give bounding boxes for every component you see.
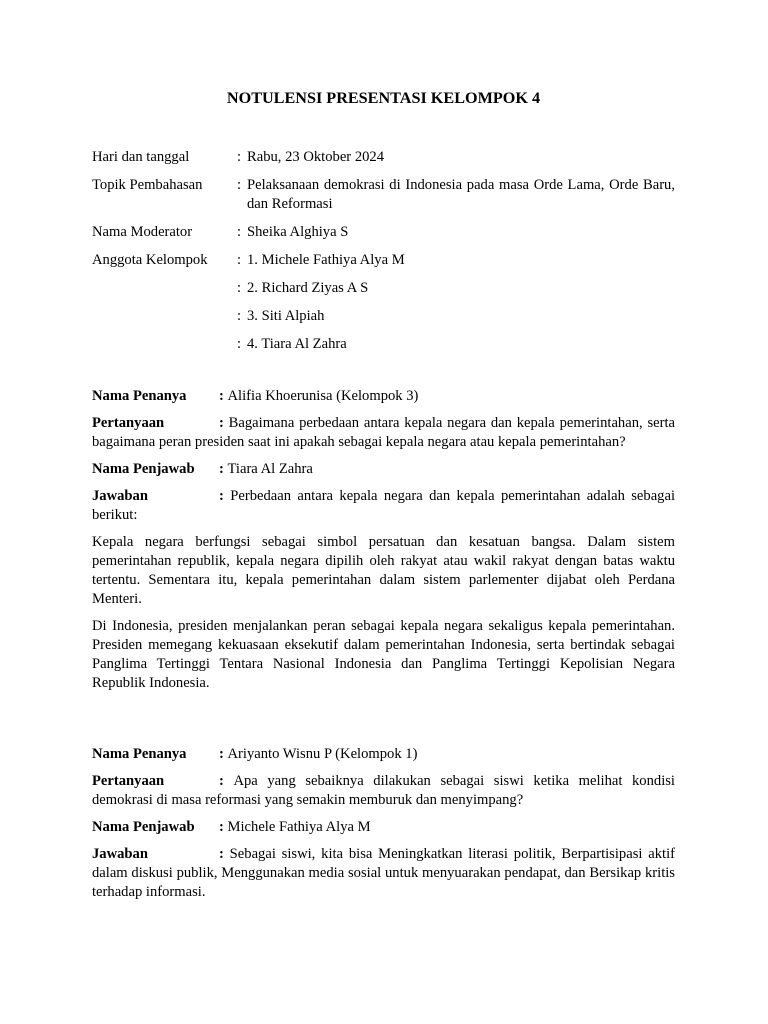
- moderator-row: Nama Moderator : Sheika Alghiya S: [92, 223, 675, 242]
- member-item: 4. Tiara Al Zahra: [247, 336, 347, 352]
- asker-name: Ariyanto Wisnu P (Kelompok 1): [227, 746, 418, 762]
- date-label: Hari dan tanggal: [92, 149, 190, 165]
- answer-text: Perbedaan antara kepala negara dan kepala pemerintahan adalah sebagai berikut:: [92, 488, 675, 523]
- date-value: Rabu, 23 Oktober 2024: [247, 149, 385, 165]
- qa-section: [92, 745, 675, 910]
- answerer-label: Nama Penjawab: [92, 461, 195, 477]
- document-title: NOTULENSI PRESENTASI KELOMPOK 4: [226, 89, 541, 107]
- qa-section: [92, 387, 675, 701]
- members-label: Anggota Kelompok: [92, 252, 208, 268]
- answerer-name: Tiara Al Zahra: [227, 461, 313, 477]
- question-line: Pertanyaan : Apa yang sebaiknya dilakukan sebagai siswi ketika melihat kondisi demokrasi di masa reformasi yang semakin memburuk dan menyimpang?: [92, 773, 675, 808]
- members-row: Anggota Kelompok : 1. Michele Fathiya Alya M: [92, 251, 675, 270]
- member-row: : 4. Tiara Al Zahra: [92, 335, 675, 354]
- asker-line: Nama Penanya : Ariyanto Wisnu P (Kelompok 1): [92, 746, 418, 762]
- asker-label: Nama Penanya: [92, 746, 187, 762]
- asker-line: Nama Penanya : Alifia Khoerunisa (Kelompok 3): [92, 388, 419, 404]
- topic-value: Pelaksanaan demokrasi di Indonesia pada masa Orde Lama, Orde Baru, dan Reformasi: [247, 177, 675, 212]
- answer-paragraph: Kepala negara berfungsi sebagai simbol persatuan dan kesatuan bangsa. Dalam sistem pemerintahan republik, kepala negara dipilih oleh rakyat atau wakil rakyat dengan batas waktu tertentu. Sementara itu, kepala pemerintahan dalam sistem parlementer dijabat oleh Perdana Menteri.: [92, 534, 675, 607]
- moderator-label: Nama Moderator: [92, 224, 193, 240]
- answer-paragraph: Di Indonesia, presiden menjalankan peran sebagai kepala negara sekaligus kepala pemerintahan. Presiden memegang kekuasaan eksekutif dalam pemerintahan Indonesia, serta bertindak sebagai Panglima Tertinggi Tentara Nasional Indonesia dan Panglima Tertinggi Kepolisian Negara Republik Indonesia.: [92, 618, 675, 691]
- asker-label: Nama Penanya: [92, 388, 187, 404]
- question-label: Pertanyaan: [92, 415, 165, 431]
- member-row: : 3. Siti Alpiah: [92, 307, 675, 326]
- answerer-line: Nama Penjawab : Tiara Al Zahra: [92, 461, 313, 477]
- answer-label: Jawaban: [92, 846, 148, 862]
- question-text: Bagaimana perbedaan antara kepala negara dan kepala pemerintahan, serta bagaimana peran presiden saat ini apakah sebagai kepala negara atau kepala pemerintahan?: [92, 415, 675, 450]
- answer-text: Sebagai siswi, kita bisa Meningkatkan literasi politik, Berpartisipasi aktif dalam diskusi publik, Menggunakan media sosial untuk menyuarakan pendapat, dan Bersikap kritis terhadap informasi.: [92, 846, 675, 900]
- date-row: Hari dan tanggal : Rabu, 23 Oktober 2024: [92, 148, 675, 167]
- topic-row: Topik Pembahasan : Pelaksanaan demokrasi di Indonesia pada masa Orde Lama, Orde Baru, dan Reformasi: [92, 177, 675, 212]
- asker-name: Alifia Khoerunisa (Kelompok 3): [227, 388, 419, 404]
- member-row: : 2. Richard Ziyas A S: [92, 279, 675, 298]
- topic-label: Topik Pembahasan: [92, 177, 203, 193]
- question-label: Pertanyaan: [92, 773, 165, 789]
- answer-label: Jawaban: [92, 488, 148, 504]
- moderator-value: Sheika Alghiya S: [247, 224, 349, 240]
- member-item: 2. Richard Ziyas A S: [247, 280, 369, 296]
- member-item: 3. Siti Alpiah: [247, 308, 325, 324]
- answerer-name: Michele Fathiya Alya M: [227, 819, 371, 835]
- answer-line: Jawaban : Sebagai siswi, kita bisa Meningkatkan literasi politik, Berpartisipasi aktif dalam diskusi publik, Menggunakan media sosial untuk menyuarakan pendapat, dan Bersikap kritis terhadap informasi.: [92, 846, 675, 900]
- question-text: Apa yang sebaiknya dilakukan sebagai siswi ketika melihat kondisi demokrasi di masa reformasi yang semakin memburuk dan menyimpang?: [92, 773, 675, 808]
- meeting-info: [92, 148, 675, 363]
- question-line: Pertanyaan : Bagaimana perbedaan antara kepala negara dan kepala pemerintahan, serta bagaimana peran presiden saat ini apakah sebagai kepala negara atau kepala pemerintahan?: [92, 415, 675, 450]
- answerer-line: Nama Penjawab : Michele Fathiya Alya M: [92, 819, 371, 835]
- answerer-label: Nama Penjawab: [92, 819, 195, 835]
- member-item: 1. Michele Fathiya Alya M: [247, 252, 405, 268]
- answer-line: Jawaban : Perbedaan antara kepala negara dan kepala pemerintahan adalah sebagai berikut:: [92, 488, 675, 523]
